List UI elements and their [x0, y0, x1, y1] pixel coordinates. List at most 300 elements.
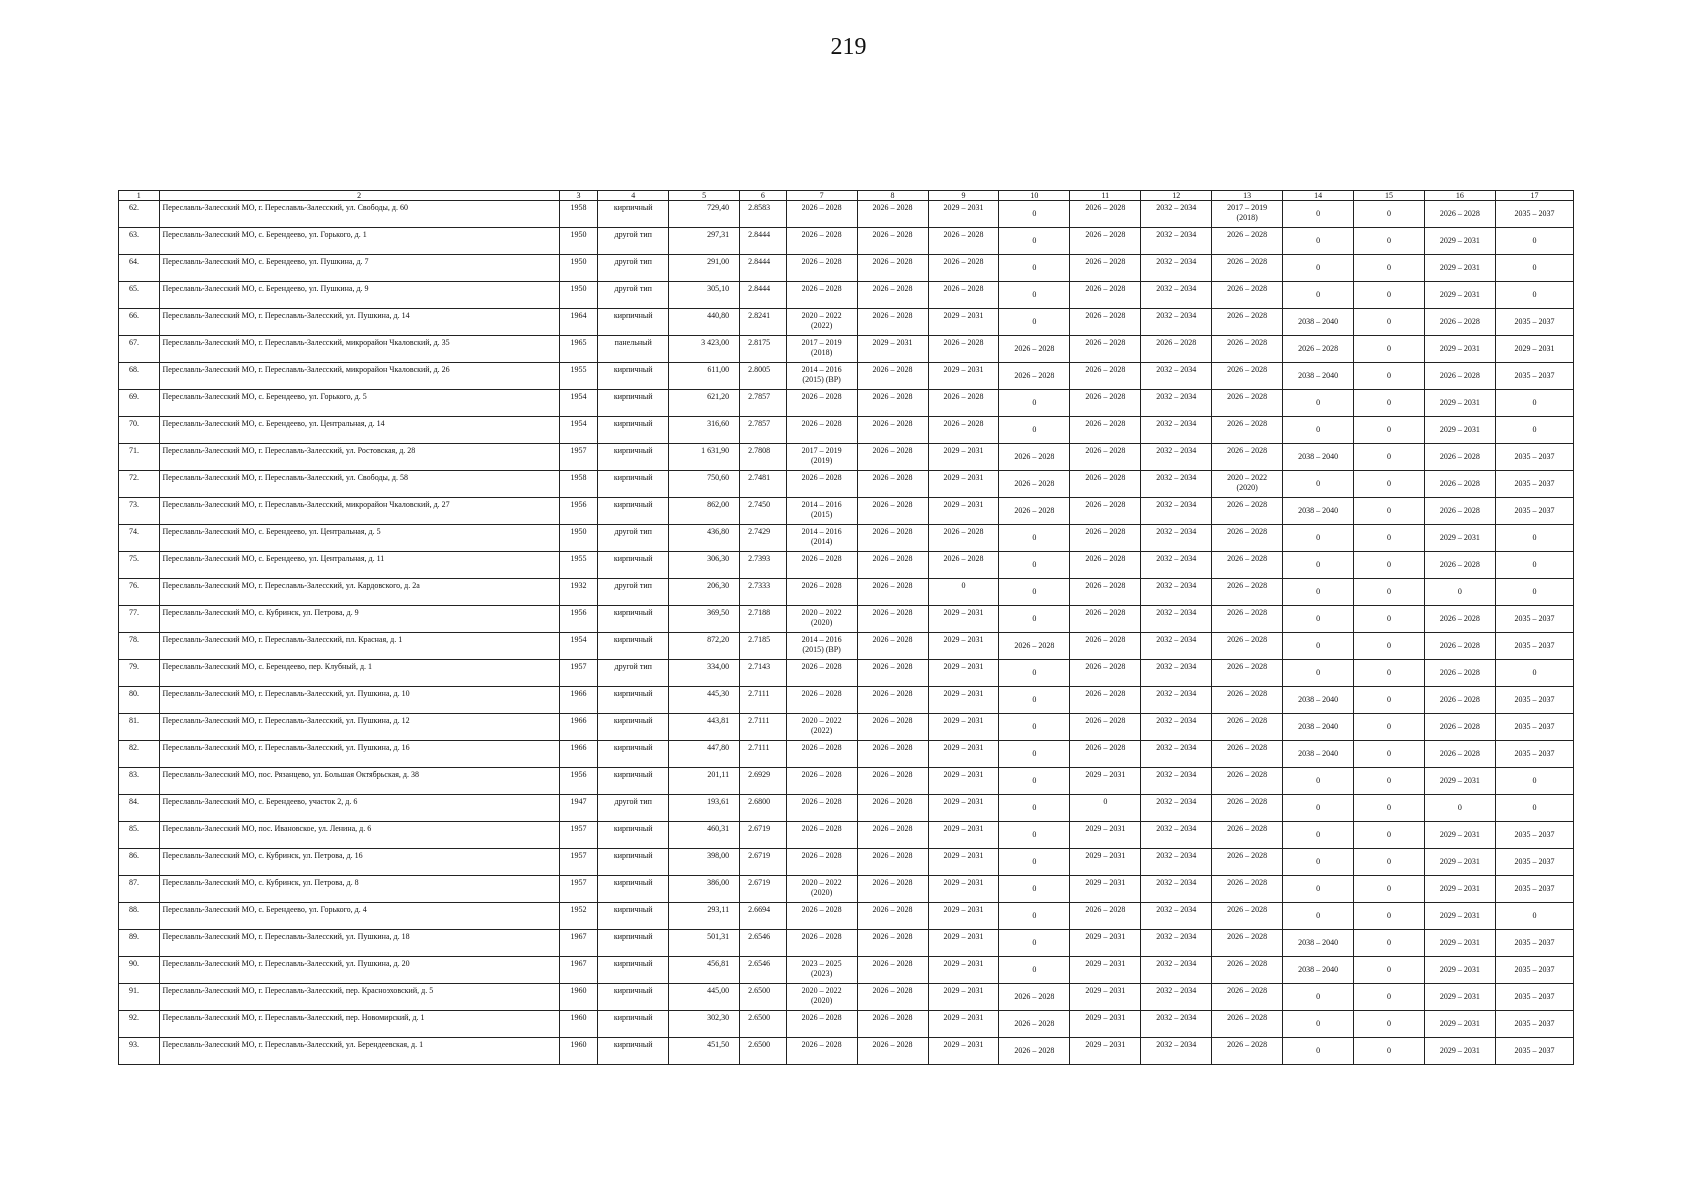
- table-cell: 2032 – 2034: [1141, 282, 1212, 309]
- table-cell: 2.7450: [740, 498, 787, 525]
- table-cell: 306,30: [669, 552, 740, 579]
- table-cell: 1960: [559, 984, 598, 1011]
- table-cell: 0: [1354, 822, 1425, 849]
- table-cell: 2026 – 2028: [1070, 579, 1141, 606]
- table-cell: 2029 – 2031: [1070, 849, 1141, 876]
- table-cell: 2026 – 2028: [786, 768, 857, 795]
- table-cell: 2032 – 2034: [1141, 1038, 1212, 1065]
- table-cell: 2.7857: [740, 417, 787, 444]
- table-cell: 2026 – 2028: [999, 984, 1070, 1011]
- table-cell: 0: [1495, 255, 1573, 282]
- table-cell: 2026 – 2028: [1070, 309, 1141, 336]
- table-cell: 2026 – 2028: [1424, 741, 1495, 768]
- table-cell: 2032 – 2034: [1141, 876, 1212, 903]
- table-cell: 0: [999, 660, 1070, 687]
- table-cell: 2029 – 2031: [1070, 957, 1141, 984]
- table-cell: 0: [999, 309, 1070, 336]
- table-cell: 2029 – 2031: [1424, 1011, 1495, 1038]
- table-cell: 2029 – 2031: [1424, 903, 1495, 930]
- table-cell: 2026 – 2028: [857, 903, 928, 930]
- table-cell: 2026 – 2028: [1212, 741, 1283, 768]
- table-cell: 2.7111: [740, 687, 787, 714]
- table-cell: 0: [1495, 768, 1573, 795]
- column-header: 7: [786, 191, 857, 201]
- table-cell: 2026 – 2028: [1424, 714, 1495, 741]
- table-cell: 2029 – 2031: [1424, 390, 1495, 417]
- table-cell: 201,11: [669, 768, 740, 795]
- table-cell: 0: [1283, 849, 1354, 876]
- table-cell: 2.6719: [740, 849, 787, 876]
- table-cell: 2029 – 2031: [1495, 336, 1573, 363]
- table-cell: 2026 – 2028: [1070, 444, 1141, 471]
- table-cell: 0: [1283, 633, 1354, 660]
- table-cell: 2038 – 2040: [1283, 741, 1354, 768]
- table-cell: 76.: [119, 579, 160, 606]
- table-cell: 862,00: [669, 498, 740, 525]
- table-cell: 2026 – 2028: [928, 282, 999, 309]
- table-cell: 398,00: [669, 849, 740, 876]
- table-cell: 72.: [119, 471, 160, 498]
- table-cell: 2035 – 2037: [1495, 849, 1573, 876]
- table-cell: 2029 – 2031: [1424, 336, 1495, 363]
- table-cell: кирпичный: [598, 822, 669, 849]
- table-cell: 92.: [119, 1011, 160, 1038]
- table-cell: 81.: [119, 714, 160, 741]
- table-row: [119, 201, 1574, 228]
- table-cell: 302,30: [669, 1011, 740, 1038]
- table-cell: 2026 – 2028: [786, 579, 857, 606]
- table-cell: 0: [1283, 660, 1354, 687]
- table-cell: 2035 – 2037: [1495, 714, 1573, 741]
- table-cell: 0: [999, 714, 1070, 741]
- table-cell: 64.: [119, 255, 160, 282]
- table-cell: 2035 – 2037: [1495, 1038, 1573, 1065]
- table-cell: 750,60: [669, 471, 740, 498]
- data-table: [118, 190, 1574, 1065]
- table-cell: Переславль-Залесский МО, с. Берендеево, ул. Центральная, д. 11: [159, 552, 559, 579]
- table-cell: 0: [999, 741, 1070, 768]
- table-row: [119, 984, 1574, 1011]
- table-cell: 2029 – 2031: [1424, 876, 1495, 903]
- table-cell: 2026 – 2028: [857, 363, 928, 390]
- table-cell: 2026 – 2028: [1212, 417, 1283, 444]
- table-cell: 0: [1495, 282, 1573, 309]
- table-cell: 2026 – 2028: [1070, 903, 1141, 930]
- table-cell: 0: [1354, 336, 1425, 363]
- table-cell: 2026 – 2028: [1424, 606, 1495, 633]
- table-cell: 2032 – 2034: [1141, 606, 1212, 633]
- table-cell: 445,30: [669, 687, 740, 714]
- table-cell: 77.: [119, 606, 160, 633]
- table-cell: 386,00: [669, 876, 740, 903]
- table-cell: 2029 – 2031: [1424, 228, 1495, 255]
- table-cell: 2026 – 2028: [857, 714, 928, 741]
- table-cell: 2026 – 2028: [1212, 849, 1283, 876]
- table-cell: Переславль-Залесский МО, с. Берендеево, ул. Пушкина, д. 9: [159, 282, 559, 309]
- table-header-row: [119, 191, 1574, 201]
- table-cell: 66.: [119, 309, 160, 336]
- table-cell: 0: [1354, 903, 1425, 930]
- table-cell: 1960: [559, 1038, 598, 1065]
- data-table-container: [118, 190, 1574, 1065]
- table-cell: 0: [1354, 984, 1425, 1011]
- table-cell: 2026 – 2028: [857, 579, 928, 606]
- table-cell: 2029 – 2031: [1424, 984, 1495, 1011]
- table-cell: 2026 – 2028: [1070, 633, 1141, 660]
- table-cell: 2.7808: [740, 444, 787, 471]
- table-cell: 0: [999, 687, 1070, 714]
- table-cell: 2035 – 2037: [1495, 444, 1573, 471]
- table-cell: 0: [1354, 444, 1425, 471]
- table-cell: 2026 – 2028: [857, 498, 928, 525]
- table-cell: 0: [999, 579, 1070, 606]
- table-cell: 0: [1283, 876, 1354, 903]
- table-cell: 2026 – 2028: [786, 1038, 857, 1065]
- table-cell: 0: [1354, 525, 1425, 552]
- table-cell: 1967: [559, 957, 598, 984]
- table-cell: 2032 – 2034: [1141, 579, 1212, 606]
- table-cell: Переславль-Залесский МО, г. Переславль-Залесский, ул. Свободы, д. 58: [159, 471, 559, 498]
- table-row: [119, 903, 1574, 930]
- table-cell: 0: [1424, 579, 1495, 606]
- table-cell: 2026 – 2028: [1070, 363, 1141, 390]
- table-row: [119, 633, 1574, 660]
- table-cell: 2038 – 2040: [1283, 363, 1354, 390]
- table-cell: 0: [1283, 606, 1354, 633]
- table-row: [119, 336, 1574, 363]
- table-cell: 0: [1354, 471, 1425, 498]
- table-cell: 0: [1354, 201, 1425, 228]
- table-cell: 2014 – 2016 (2015): [786, 498, 857, 525]
- table-cell: 2029 – 2031: [928, 687, 999, 714]
- table-cell: 2.8175: [740, 336, 787, 363]
- table-cell: 0: [1354, 741, 1425, 768]
- table-cell: 1954: [559, 390, 598, 417]
- table-cell: 1956: [559, 768, 598, 795]
- table-cell: 2038 – 2040: [1283, 930, 1354, 957]
- table-cell: Переславль-Залесский МО, г. Переславль-Залесский, ул. Пушкина, д. 18: [159, 930, 559, 957]
- table-cell: 2.6500: [740, 984, 787, 1011]
- table-cell: 2032 – 2034: [1141, 390, 1212, 417]
- table-cell: 93.: [119, 1038, 160, 1065]
- table-cell: 2026 – 2028: [857, 795, 928, 822]
- table-cell: 0: [1354, 768, 1425, 795]
- table-cell: 451,50: [669, 1038, 740, 1065]
- table-cell: 0: [999, 876, 1070, 903]
- table-cell: Переславль-Залесский МО, г. Переславль-Залесский, микрорайон Чкаловский, д. 27: [159, 498, 559, 525]
- table-cell: 1967: [559, 930, 598, 957]
- table-cell: 2029 – 2031: [1424, 768, 1495, 795]
- table-cell: 2035 – 2037: [1495, 1011, 1573, 1038]
- table-cell: 0: [1283, 228, 1354, 255]
- table-cell: 2029 – 2031: [1424, 417, 1495, 444]
- table-cell: 0: [999, 930, 1070, 957]
- table-cell: 2029 – 2031: [1424, 957, 1495, 984]
- table-cell: 85.: [119, 822, 160, 849]
- table-cell: 65.: [119, 282, 160, 309]
- table-cell: 2026 – 2028: [1070, 606, 1141, 633]
- table-cell: 0: [928, 579, 999, 606]
- column-header: 4: [598, 191, 669, 201]
- table-cell: 2026 – 2028: [857, 660, 928, 687]
- table-cell: 0: [1070, 795, 1141, 822]
- table-cell: 0: [1283, 471, 1354, 498]
- table-cell: 2038 – 2040: [1283, 444, 1354, 471]
- table-cell: 2026 – 2028: [1212, 390, 1283, 417]
- table-cell: 2026 – 2028: [1424, 444, 1495, 471]
- table-cell: 1957: [559, 849, 598, 876]
- table-cell: 80.: [119, 687, 160, 714]
- table-cell: 2014 – 2016 (2015) (ВР): [786, 363, 857, 390]
- table-cell: 1956: [559, 498, 598, 525]
- table-cell: 2.7111: [740, 741, 787, 768]
- table-cell: 0: [999, 822, 1070, 849]
- table-cell: 2026 – 2028: [857, 309, 928, 336]
- table-cell: 2026 – 2028: [1212, 984, 1283, 1011]
- table-cell: 0: [1354, 606, 1425, 633]
- table-cell: другой тип: [598, 525, 669, 552]
- table-cell: 2026 – 2028: [786, 687, 857, 714]
- table-cell: 1950: [559, 255, 598, 282]
- table-cell: 1950: [559, 228, 598, 255]
- table-cell: другой тип: [598, 795, 669, 822]
- table-cell: 89.: [119, 930, 160, 957]
- table-cell: 90.: [119, 957, 160, 984]
- table-cell: 2029 – 2031: [928, 768, 999, 795]
- table-cell: 2026 – 2028: [857, 633, 928, 660]
- table-cell: 2032 – 2034: [1141, 849, 1212, 876]
- table-cell: 2026 – 2028: [1424, 201, 1495, 228]
- table-row: [119, 930, 1574, 957]
- table-cell: 2026 – 2028: [786, 1011, 857, 1038]
- table-cell: 2029 – 2031: [1070, 768, 1141, 795]
- table-cell: 84.: [119, 795, 160, 822]
- table-cell: 2026 – 2028: [1212, 606, 1283, 633]
- table-cell: 1950: [559, 282, 598, 309]
- table-cell: Переславль-Залесский МО, с. Кубринск, ул. Петрова, д. 9: [159, 606, 559, 633]
- table-cell: 2014 – 2016 (2014): [786, 525, 857, 552]
- table-cell: 297,31: [669, 228, 740, 255]
- table-cell: 2026 – 2028: [1212, 255, 1283, 282]
- table-cell: другой тип: [598, 660, 669, 687]
- table-cell: 2.6546: [740, 930, 787, 957]
- table-cell: 2.6719: [740, 876, 787, 903]
- table-cell: Переславль-Залесский МО, с. Берендеево, участок 2, д. 6: [159, 795, 559, 822]
- table-cell: 2035 – 2037: [1495, 822, 1573, 849]
- table-cell: 2026 – 2028: [857, 228, 928, 255]
- table-cell: кирпичный: [598, 201, 669, 228]
- column-header: 11: [1070, 191, 1141, 201]
- table-cell: Переславль-Залесский МО, г. Переславль-Залесский, ул. Ростовская, д. 28: [159, 444, 559, 471]
- table-cell: 0: [1354, 876, 1425, 903]
- table-cell: 88.: [119, 903, 160, 930]
- table-cell: 2026 – 2028: [1212, 633, 1283, 660]
- table-cell: Переславль-Залесский МО, с. Кубринск, ул. Петрова, д. 8: [159, 876, 559, 903]
- table-cell: 2029 – 2031: [1424, 930, 1495, 957]
- table-cell: 2023 – 2025 (2023): [786, 957, 857, 984]
- table-cell: 2026 – 2028: [1212, 957, 1283, 984]
- table-cell: 2032 – 2034: [1141, 822, 1212, 849]
- table-cell: 2035 – 2037: [1495, 984, 1573, 1011]
- table-cell: 2.8444: [740, 282, 787, 309]
- table-cell: 0: [1354, 633, 1425, 660]
- column-header: 1: [119, 191, 160, 201]
- table-row: [119, 849, 1574, 876]
- table-cell: 2.8444: [740, 228, 787, 255]
- table-cell: 2029 – 2031: [1424, 822, 1495, 849]
- table-cell: 0: [1283, 579, 1354, 606]
- table-cell: 2035 – 2037: [1495, 309, 1573, 336]
- table-cell: 2026 – 2028: [857, 444, 928, 471]
- table-cell: кирпичный: [598, 1038, 669, 1065]
- table-cell: 2026 – 2028: [1070, 552, 1141, 579]
- table-cell: 456,81: [669, 957, 740, 984]
- table-cell: 0: [1283, 417, 1354, 444]
- table-cell: 2026 – 2028: [1070, 714, 1141, 741]
- table-cell: 2026 – 2028: [857, 1038, 928, 1065]
- table-cell: 2029 – 2031: [928, 930, 999, 957]
- table-cell: 0: [1354, 687, 1425, 714]
- table-cell: 2026 – 2028: [786, 552, 857, 579]
- table-cell: 2.6500: [740, 1011, 787, 1038]
- column-header: 3: [559, 191, 598, 201]
- table-cell: 2026 – 2028: [1070, 687, 1141, 714]
- table-cell: 2032 – 2034: [1141, 201, 1212, 228]
- table-cell: 0: [1283, 525, 1354, 552]
- table-cell: 2026 – 2028: [928, 525, 999, 552]
- table-cell: 2032 – 2034: [1141, 660, 1212, 687]
- table-cell: 440,80: [669, 309, 740, 336]
- table-cell: 0: [999, 849, 1070, 876]
- table-cell: 2026 – 2028: [1424, 687, 1495, 714]
- table-cell: 0: [1495, 417, 1573, 444]
- table-cell: 2035 – 2037: [1495, 201, 1573, 228]
- table-cell: 1957: [559, 876, 598, 903]
- table-cell: 2035 – 2037: [1495, 363, 1573, 390]
- table-cell: 0: [999, 255, 1070, 282]
- table-cell: 2026 – 2028: [1070, 741, 1141, 768]
- table-cell: кирпичный: [598, 687, 669, 714]
- table-cell: 2026 – 2028: [1212, 687, 1283, 714]
- table-cell: 1966: [559, 687, 598, 714]
- table-cell: 2026 – 2028: [1424, 363, 1495, 390]
- table-cell: 2026 – 2028: [1070, 525, 1141, 552]
- table-cell: 2026 – 2028: [786, 282, 857, 309]
- table-cell: 2026 – 2028: [857, 471, 928, 498]
- table-cell: 0: [999, 228, 1070, 255]
- table-row: [119, 444, 1574, 471]
- table-cell: 2026 – 2028: [857, 768, 928, 795]
- table-body: [119, 191, 1574, 1065]
- table-cell: 0: [1283, 201, 1354, 228]
- table-cell: кирпичный: [598, 1011, 669, 1038]
- table-cell: Переславль-Залесский МО, г. Переславль-Залесский, ул. Берендеевская, д. 1: [159, 1038, 559, 1065]
- table-cell: Переславль-Залесский МО, с. Берендеево, ул. Горького, д. 1: [159, 228, 559, 255]
- table-cell: 2029 – 2031: [928, 903, 999, 930]
- table-cell: 73.: [119, 498, 160, 525]
- table-cell: 70.: [119, 417, 160, 444]
- table-row: [119, 1038, 1574, 1065]
- table-cell: 334,00: [669, 660, 740, 687]
- table-cell: 0: [1424, 795, 1495, 822]
- table-cell: 2029 – 2031: [928, 309, 999, 336]
- table-cell: 0: [1354, 795, 1425, 822]
- table-cell: 2026 – 2028: [999, 444, 1070, 471]
- table-cell: 1966: [559, 714, 598, 741]
- table-cell: 0: [1495, 525, 1573, 552]
- table-cell: 2026 – 2028: [1070, 201, 1141, 228]
- table-cell: 2026 – 2028: [1070, 471, 1141, 498]
- table-cell: 0: [999, 390, 1070, 417]
- table-cell: 0: [1283, 552, 1354, 579]
- table-cell: 2020 – 2022 (2022): [786, 309, 857, 336]
- table-cell: 2026 – 2028: [857, 255, 928, 282]
- table-row: [119, 714, 1574, 741]
- table-cell: кирпичный: [598, 930, 669, 957]
- table-cell: 0: [1354, 417, 1425, 444]
- table-cell: 2029 – 2031: [928, 633, 999, 660]
- table-cell: 82.: [119, 741, 160, 768]
- table-cell: 443,81: [669, 714, 740, 741]
- table-cell: 2026 – 2028: [999, 363, 1070, 390]
- table-cell: Переславль-Залесский МО, с. Берендеево, ул. Центральная, д. 14: [159, 417, 559, 444]
- table-cell: 2026 – 2028: [999, 1038, 1070, 1065]
- table-cell: 2029 – 2031: [928, 876, 999, 903]
- table-cell: 0: [1495, 660, 1573, 687]
- table-cell: 63.: [119, 228, 160, 255]
- table-cell: 2026 – 2028: [857, 390, 928, 417]
- column-header: 17: [1495, 191, 1573, 201]
- table-cell: 2020 – 2022 (2020): [786, 606, 857, 633]
- table-cell: 2026 – 2028: [1212, 660, 1283, 687]
- table-cell: 2026 – 2028: [1212, 795, 1283, 822]
- table-cell: 2035 – 2037: [1495, 687, 1573, 714]
- table-cell: 2026 – 2028: [1283, 336, 1354, 363]
- table-row: [119, 417, 1574, 444]
- column-header: 10: [999, 191, 1070, 201]
- table-cell: 0: [1283, 282, 1354, 309]
- table-cell: 2026 – 2028: [786, 930, 857, 957]
- table-cell: 2035 – 2037: [1495, 930, 1573, 957]
- table-cell: 2026 – 2028: [786, 228, 857, 255]
- table-row: [119, 228, 1574, 255]
- table-cell: 2017 – 2019 (2018): [1212, 201, 1283, 228]
- table-cell: 2026 – 2028: [786, 417, 857, 444]
- table-cell: 75.: [119, 552, 160, 579]
- table-cell: другой тип: [598, 255, 669, 282]
- table-cell: кирпичный: [598, 390, 669, 417]
- table-cell: 0: [999, 282, 1070, 309]
- table-cell: 2032 – 2034: [1141, 768, 1212, 795]
- table-cell: 2032 – 2034: [1141, 471, 1212, 498]
- table-row: [119, 309, 1574, 336]
- table-cell: 2026 – 2028: [857, 687, 928, 714]
- table-cell: Переславль-Залесский МО, г. Переславль-Залесский, ул. Пушкина, д. 10: [159, 687, 559, 714]
- table-row: [119, 741, 1574, 768]
- table-cell: 2026 – 2028: [1212, 1011, 1283, 1038]
- column-header: 2: [159, 191, 559, 201]
- table-cell: 2032 – 2034: [1141, 309, 1212, 336]
- table-cell: 2035 – 2037: [1495, 633, 1573, 660]
- table-cell: 0: [1354, 849, 1425, 876]
- table-cell: кирпичный: [598, 552, 669, 579]
- table-cell: 2029 – 2031: [1424, 525, 1495, 552]
- table-cell: Переславль-Залесский МО, пос. Ивановское, ул. Ленина, д. 6: [159, 822, 559, 849]
- table-cell: Переславль-Залесский МО, г. Переславль-Залесский, микрорайон Чкаловский, д. 35: [159, 336, 559, 363]
- column-header: 15: [1354, 191, 1425, 201]
- page-number: 219: [830, 34, 867, 60]
- table-cell: 2026 – 2028: [786, 255, 857, 282]
